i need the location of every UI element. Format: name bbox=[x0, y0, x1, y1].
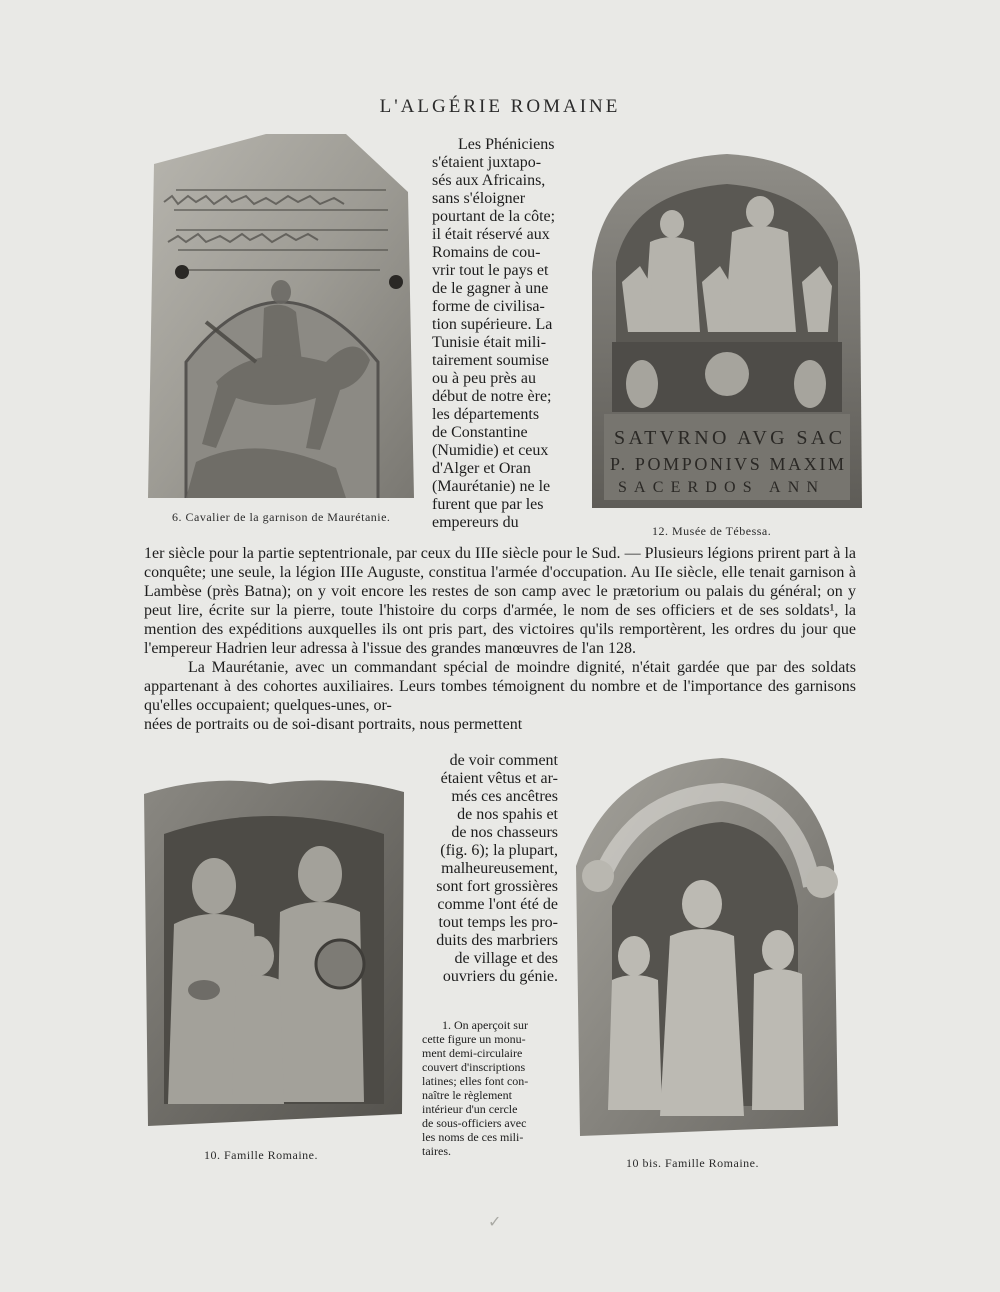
column-line: ou à peu près au bbox=[432, 370, 536, 387]
column-line: (fig. 6); la plupart, bbox=[440, 842, 558, 859]
column-line: empereurs du bbox=[432, 514, 519, 531]
narrow-column-bottom bbox=[428, 752, 558, 986]
paragraph-2: La Maurétanie, avec un commandant spécial de moindre dignité, n'était gardée que par des soldats appartenant à des cohortes auxiliaires. Leurs tombes témoignent du nombre et de l'importance des garnisons qu'elles occupaient; quelques-unes, or- bbox=[144, 659, 856, 714]
figure-6-cavalier-stele bbox=[146, 132, 414, 498]
column-line: (Numidie) et ceux bbox=[432, 442, 549, 459]
column-line: de nos chasseurs bbox=[451, 824, 558, 841]
footnote-line: ment demi-circulaire bbox=[422, 1046, 523, 1060]
column-line: (Maurétanie) ne le bbox=[432, 478, 551, 495]
footnote-line: naître le règlement bbox=[422, 1088, 512, 1102]
column-line: d'Alger et Oran bbox=[432, 460, 531, 477]
column-line: ouvriers du génie. bbox=[442, 968, 558, 985]
figure-12-tebessa-stele bbox=[592, 152, 862, 508]
paragraph-1: 1er siècle pour la partie septentrionale, par ceux du IIIe siècle pour le Sud. — Plusieurs légions prirent part à la conquête; une seule, la légion IIIe Auguste, constitua l'armée d'occupation. Au IIe siècle, elle tenait garnison à Lambèse (près Batna); on y voit encore les restes de son camp avec le prætorium ou palais du général; on y peut lire, écrite sur la pierre, toute l'histoire du corps d'armée, le nom de ses officiers et de ses soldats¹, la mention des expéditions auxquelles ils ont pris part, des victoires qu'ils remportèrent, les ordres du jour que l'empereur Hadrien leur adressa à l'issue des grandes manœuvres de l'an 128. bbox=[144, 545, 856, 657]
column-line: sés aux Africains, bbox=[432, 172, 546, 189]
body-text bbox=[144, 544, 856, 734]
figure-10bis-caption: 10 bis. Famille Romaine. bbox=[626, 1156, 759, 1170]
column-line: de nos spahis et bbox=[457, 806, 558, 823]
column-line: Les Phéniciens bbox=[458, 136, 555, 153]
column-line: més ces ancêtres bbox=[451, 788, 558, 805]
column-line: Tunisie était mili- bbox=[432, 334, 547, 351]
column-line: étaient vêtus et ar- bbox=[440, 770, 558, 787]
column-line: de le gagner à une bbox=[432, 280, 549, 297]
paragraph-2-tail: nées de portraits ou de soi-disant portraits, nous permettent bbox=[144, 716, 523, 733]
column-line: furent que par les bbox=[432, 496, 544, 513]
footnote-line: 1. On aperçoit sur bbox=[442, 1018, 528, 1032]
column-line: sans s'éloigner bbox=[432, 190, 526, 207]
footnote-line: les noms de ces mili- bbox=[422, 1130, 524, 1144]
inscription-line-1: SATVRNO AVG SAC bbox=[614, 427, 842, 449]
column-line: s'étaient juxtapo- bbox=[432, 154, 542, 171]
footnote-line: taires. bbox=[422, 1144, 451, 1158]
footnote-line: cette figure un monu- bbox=[422, 1032, 526, 1046]
column-line: malheureusement, bbox=[441, 860, 558, 877]
footnote-line: de sous-officiers avec bbox=[422, 1116, 527, 1130]
figure-12-caption: 12. Musée de Tébessa. bbox=[652, 524, 772, 538]
column-line: forme de civilisa- bbox=[432, 298, 545, 315]
footnote-line: latines; elles font con- bbox=[422, 1074, 529, 1088]
figure-10bis-famille-romaine bbox=[572, 756, 840, 1136]
column-line: tairement soumise bbox=[432, 352, 549, 369]
column-line: comme l'ont été de bbox=[437, 896, 558, 913]
column-line: de village et des bbox=[454, 950, 558, 967]
column-line: Romains de cou- bbox=[432, 244, 541, 261]
column-line: début de notre ère; bbox=[432, 388, 552, 405]
column-line: vrir tout le pays et bbox=[432, 262, 549, 279]
column-line: tout temps les pro- bbox=[438, 914, 558, 931]
column-line: les départements bbox=[432, 406, 540, 423]
column-line: de Constantine bbox=[432, 424, 528, 441]
bleed-through-mark: ✓ bbox=[488, 1214, 502, 1231]
footnote bbox=[422, 1018, 557, 1158]
running-header: L'ALGÉRIE ROMAINE bbox=[379, 96, 621, 117]
figure-10-caption: 10. Famille Romaine. bbox=[204, 1148, 318, 1162]
column-line: de voir comment bbox=[449, 752, 558, 769]
column-line: duits des marbriers bbox=[436, 932, 558, 949]
column-line: sont fort grossières bbox=[436, 878, 558, 895]
figure-10-famille-romaine bbox=[140, 774, 408, 1126]
footnote-line: couvert d'inscriptions bbox=[422, 1060, 526, 1074]
column-line: il était réservé aux bbox=[432, 226, 550, 243]
inscription-line-3: SACERDOS ANN bbox=[618, 479, 818, 496]
column-line: tion supérieure. La bbox=[432, 316, 553, 333]
inscription-line-2: P. POMPONIVS MAXIM bbox=[610, 454, 844, 474]
figure-6-caption: 6. Cavalier de la garnison de Maurétanie. bbox=[172, 510, 391, 524]
narrow-column-top bbox=[432, 136, 574, 532]
column-line: pourtant de la côte; bbox=[432, 208, 556, 225]
footnote-line: intérieur d'un cercle bbox=[422, 1102, 518, 1116]
